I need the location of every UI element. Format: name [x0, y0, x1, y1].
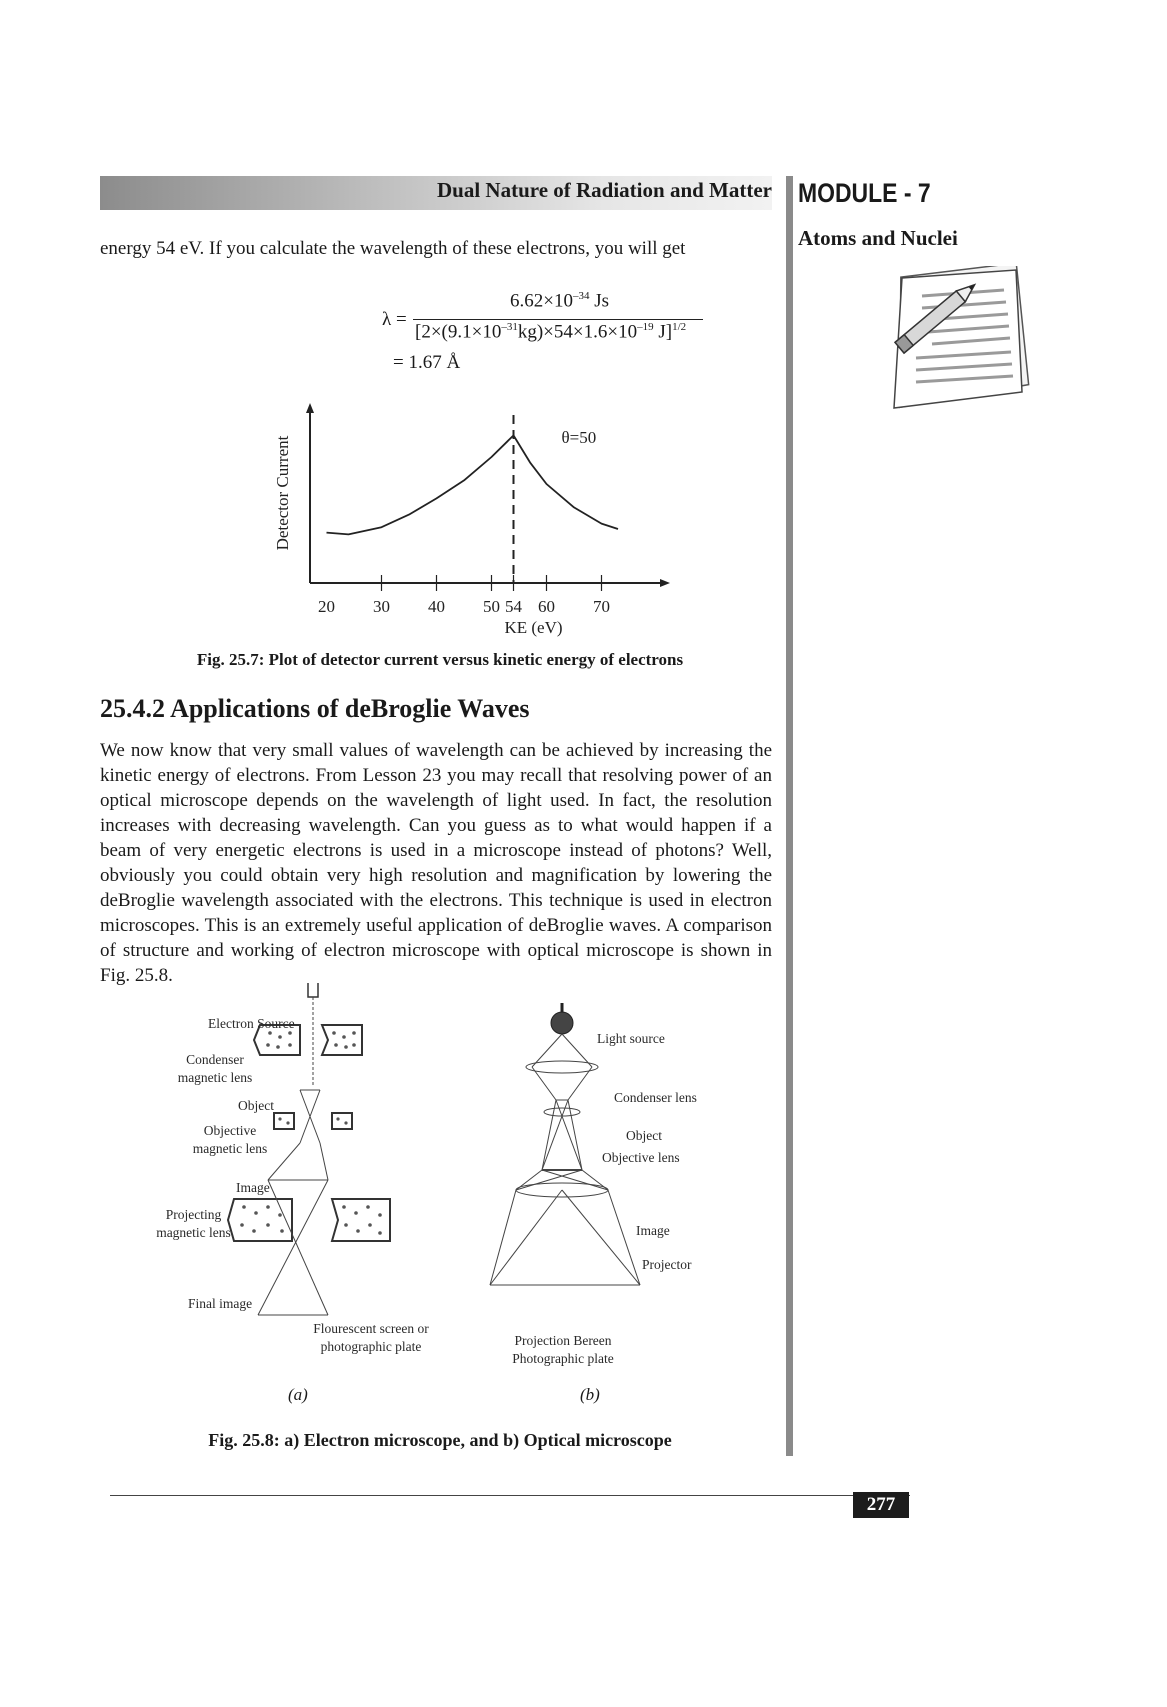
x-tick-label: 70	[593, 597, 610, 616]
margin-divider	[786, 176, 793, 1456]
section-paragraph: We now know that very small values of wavelength can be achieved by increasing the kinetic energy of electrons. From Lesson 23 you may recall that resolving power of an optical microscope depends on the wavelength of light used. In fact, the resolution increases with decreasing wavelength. Can you guess as to what would happen if a beam of very energetic electrons is used in a microscope instead of photons? Well, obviously you could obtain very high resolution and magnification by lowering the deBroglie wavelength associated with the electrons. This technique is used in electron microscopes. This is an extremely useful application of deBroglie waves. A comparison of structure and working of electron microscope with optical microscope is shown in Fig. 25.8.	[100, 740, 772, 986]
equation-numerator: $6.62\times 10^{-34}$ Js	[510, 290, 610, 312]
x-tick-label: 20	[318, 597, 335, 616]
subfigure-b-label: (b)	[580, 1385, 600, 1404]
notes-pencil-icon	[872, 266, 1032, 421]
image-label-b: Image	[636, 1223, 670, 1238]
x-tick-label: 40	[428, 597, 445, 616]
intro-text: energy 54 eV. If you calculate the wavelength of these electrons, you will get	[100, 238, 686, 259]
light-source-label: Light source	[597, 1031, 665, 1046]
equation-result: = 1.67 Å	[393, 352, 461, 373]
objective-lens-label: Objective lens	[602, 1150, 680, 1165]
condenser-magnetic-lens-label: Condenser magnetic lens	[177, 1052, 253, 1085]
x-tick-label: 50	[483, 597, 500, 616]
series-line	[327, 435, 619, 534]
y-axis-label: Detector Current	[273, 435, 292, 551]
x-axis-arrow	[660, 579, 670, 587]
y-axis-arrow	[306, 403, 314, 413]
x-tick-label: 60	[538, 597, 555, 616]
light-bulb-icon	[551, 1012, 573, 1034]
section-heading: 25.4.2 Applications of deBroglie Waves	[100, 694, 530, 723]
detector-current-chart	[270, 395, 670, 645]
object-label: Object	[238, 1098, 274, 1113]
page-number: 277	[853, 1492, 909, 1518]
fraction-bar	[413, 319, 703, 320]
chart-annotation: θ=50	[561, 428, 597, 447]
electron-source-icon	[308, 983, 318, 997]
module-label: MODULE - 7	[798, 178, 931, 208]
projecting-magnetic-lens-label: Projecting magnetic lens	[156, 1207, 231, 1240]
x-axis-label: KE (eV)	[504, 618, 563, 637]
x-tick-label: 54	[505, 597, 522, 616]
fluorescent-screen-label: Flourescent screen or photographic plate	[313, 1321, 429, 1354]
chapter-title: Dual Nature of Radiation and Matter	[436, 178, 772, 202]
final-image-label: Final image	[188, 1296, 253, 1311]
object-label-b: Object	[626, 1128, 662, 1143]
equation-lhs: λ =	[382, 309, 407, 330]
figure-caption-2: Fig. 25.8: a) Electron microscope, and b) Optical microscope	[208, 1430, 672, 1450]
condenser-lens-label: Condenser lens	[614, 1090, 697, 1105]
x-tick-label: 30	[373, 597, 390, 616]
objective-magnetic-lens-label: Objective magnetic lens	[192, 1123, 268, 1156]
projector-label: Projector	[642, 1257, 692, 1272]
subfigure-a-label: (a)	[288, 1385, 308, 1404]
electron-source-label: Electron Source	[208, 1016, 295, 1031]
image-label: Image	[236, 1180, 270, 1195]
equation-denominator: [$2\times(9.1\times 10^{-31}kg)\times 54\times 1.6\times 10^{-19}$ J]$^{1/2}$	[415, 321, 687, 343]
figure-caption: Fig. 25.7: Plot of detector current versus kinetic energy of electrons	[196, 650, 684, 669]
module-subtitle: Atoms and Nuclei	[798, 226, 958, 250]
projection-screen-label: Projection Bereen Photographic plate	[512, 1333, 614, 1366]
footer-rule	[110, 1495, 910, 1496]
